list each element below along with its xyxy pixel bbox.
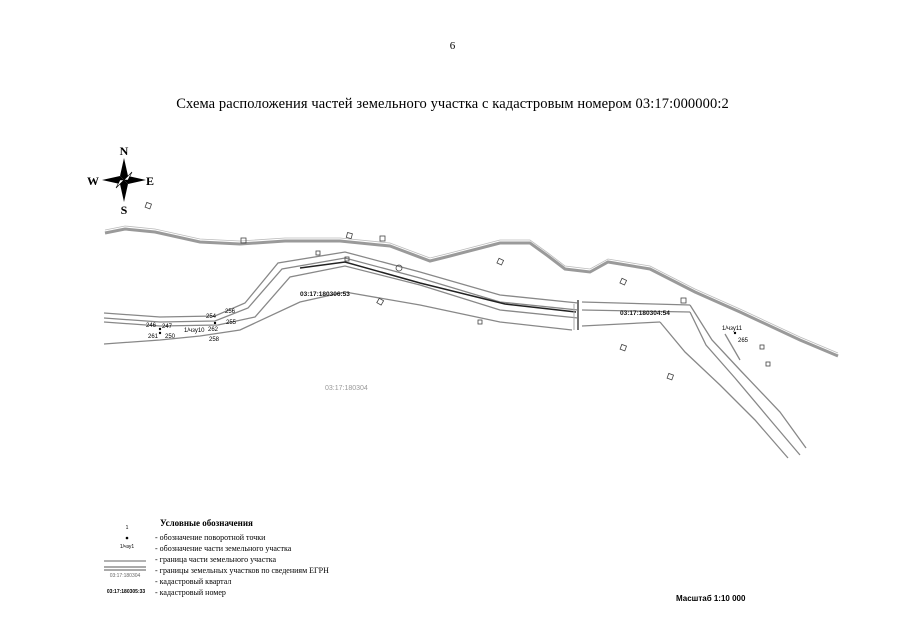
legend-point-number: 1 — [125, 525, 129, 531]
compass-north-label: N — [119, 144, 129, 158]
legend-title: Условные обозначения — [160, 518, 253, 528]
legend-item: - обозначение части земельного участка — [155, 544, 292, 553]
point-label: 262 — [208, 327, 219, 333]
scale-label: Масштаб 1:10 000 — [676, 594, 746, 603]
legend-cadnum-symbol: 03:17:180305:33 — [106, 589, 146, 595]
cadastral-number-label: 03:17:180304:54 — [620, 310, 670, 317]
legend-item: - кадастровый номер — [155, 588, 226, 597]
page-title: Схема расположения частей земельного участка с кадастровым номером 03:17:000000:2 — [176, 96, 729, 112]
point-label: 246 — [146, 323, 157, 329]
legend-quarter-symbol: 03:17:180304 — [109, 573, 141, 579]
page-number: 6 — [449, 40, 456, 52]
point-label: 250 — [165, 334, 176, 340]
compass-south-label: S — [120, 203, 128, 217]
compass-rose-icon — [87, 144, 154, 217]
cadastral-quarter-label: 03:17:180304 — [325, 385, 368, 392]
cadastral-number-label: 03:17:180306:53 — [300, 291, 350, 298]
point-label: 254 — [206, 314, 217, 320]
part-label: 1/чзу10 — [184, 328, 205, 334]
legend-part-symbol: 1/чзу1 — [119, 544, 135, 550]
road-strip-left — [104, 252, 578, 344]
compass-east-label: E — [145, 174, 155, 188]
road-strip-right — [582, 302, 806, 458]
legend-symbols — [104, 537, 146, 570]
point-label: 261 — [148, 334, 159, 340]
legend-item: - обозначение поворотной точки — [155, 533, 266, 542]
point-label: 265 — [738, 338, 749, 344]
building-markers — [145, 202, 770, 379]
point-label: 255 — [226, 320, 237, 326]
part-label: 1/чзу11 — [722, 326, 743, 332]
point-label: 258 — [209, 337, 220, 343]
legend-item: - границы земельных участков по сведениям ЕГРН — [155, 566, 329, 575]
point-label: 247 — [162, 324, 173, 330]
legend-item: - кадастровый квартал — [155, 577, 232, 586]
point-label: 256 — [225, 309, 236, 315]
compass-west-label: W — [87, 174, 99, 188]
legend-item: - граница части земельного участка — [155, 555, 277, 564]
